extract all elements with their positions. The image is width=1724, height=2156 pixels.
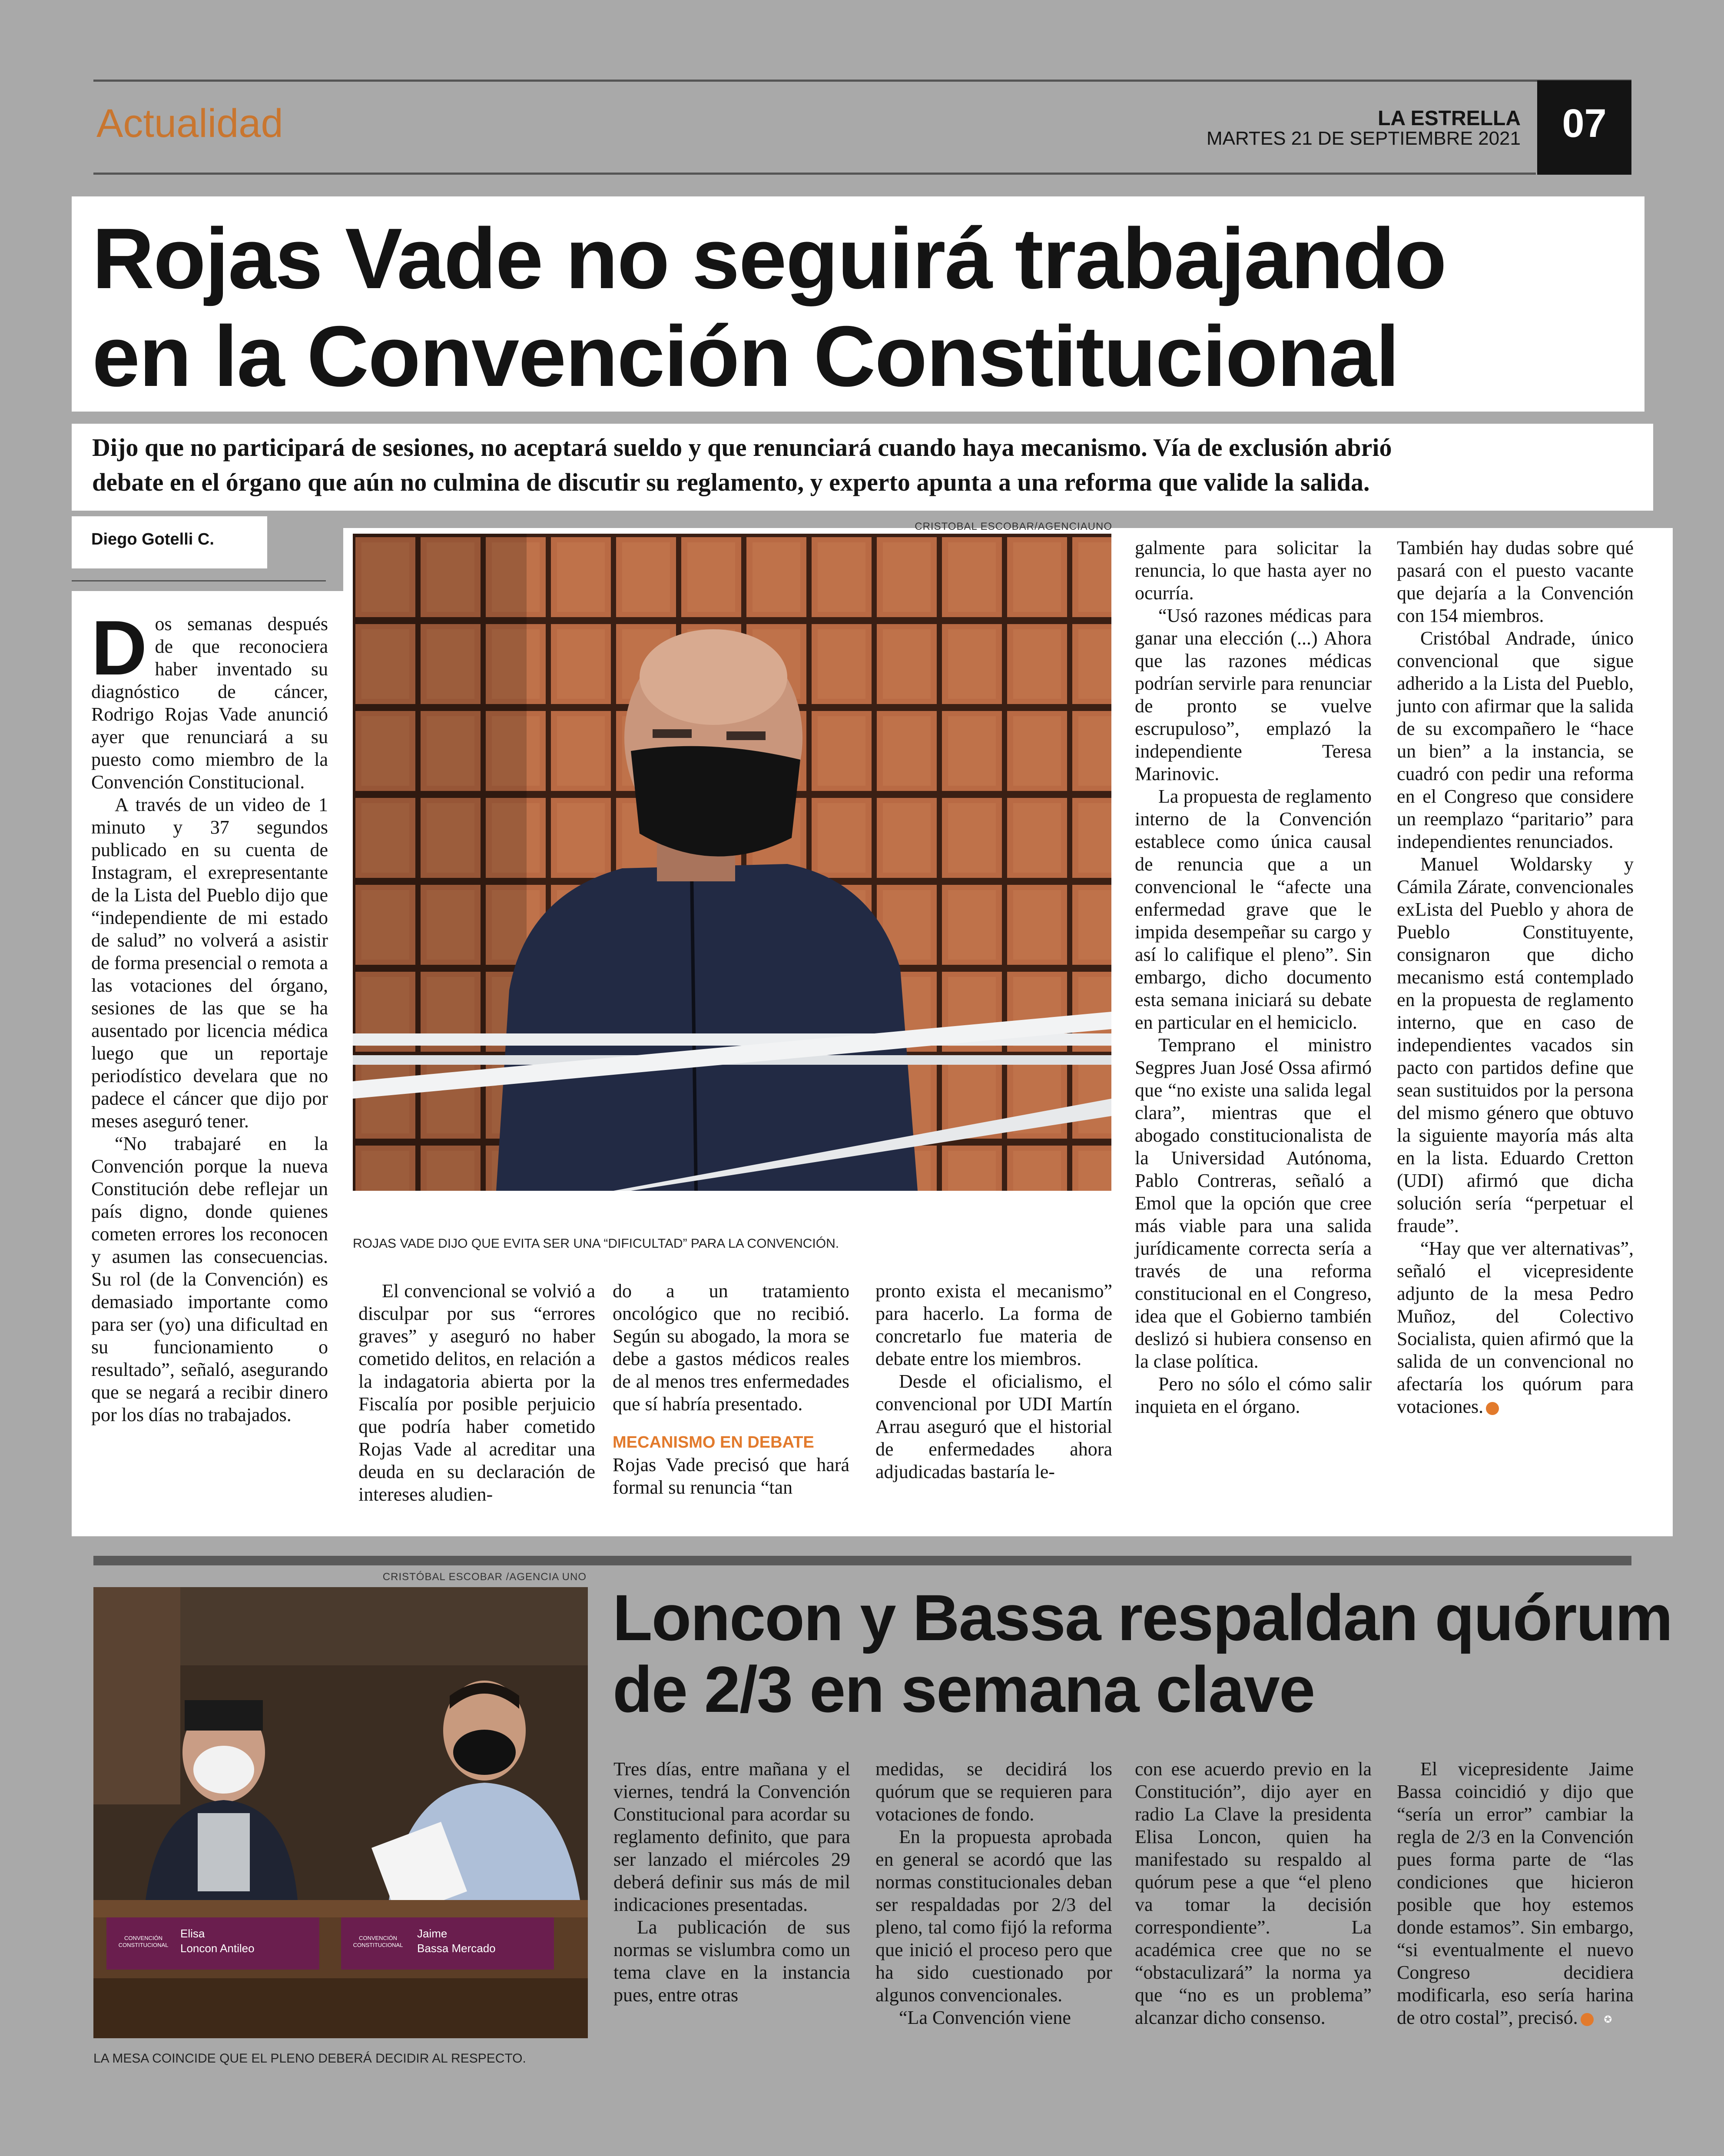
headline-line-1: Rojas Vade no seguirá trabajando [92,210,1446,306]
nameplate-left-name1: Elisa [180,1927,205,1940]
byline: Diego Gotelli C. [91,530,214,548]
col6-paragraph-4-text: “Hay que ver alternativas”, señaló el vicepresidente adjunto de la mesa Pedro Muñoz, del Colectivo Socialista, quien afirmó que la salida de un convencional no afectaría los quórum para votaciones. [1397,1238,1634,1417]
a2-col4-paragraph-1-text: El vicepresidente Jaime Bassa coincidió y dijo que “sería un error” cambiar la regla de 2/3 en la Convención pues forma parte de “las condiciones que hicieron posible que hoy estemos donde estamos”. Sin embargo, “si eventualmente el nuevo Congreso decidiera modificarla, eso sería harina de otro costal”, precisó. [1397,1758,1634,2028]
nameplate-left-logo: CONVENCIÓN CONSTITUCIONAL [118,1935,169,1948]
col6-paragraph-1: También hay dudas sobre qué pasará con el puesto vacante que dejaría a la Convención con 154 miembros. [1397,537,1634,626]
article1-column-1 [91,605,328,1426]
a2-col1-paragraph-1: Tres días, entre mañana y el viernes, tendrá la Convención Constitucional para acordar su reglamento definito, que para ser lanzado el miércoles 29 deberá definir sus más de mil indicaciones presentadas. [613,1758,850,1915]
a2-col2-paragraph-1: medidas, se decidirá los quórum que se requieren para votaciones de fondo. [875,1758,1112,1825]
col5-paragraph-1: galmente para solicitar la renuncia, lo que hasta ayer no ocurría. [1135,537,1372,604]
col2-paragraph-1: El convencional se volvió a disculpar por sus “errores graves” y aseguró no haber cometido delitos, en relación a la indagatoria abierta por la Fiscalía por posible perjuicio que podría haber cometido Rojas Vade al acreditar una deuda en su declaración de intereses aludien- [358,1280,595,1505]
article2-photo-caption: LA MESA COINCIDE QUE EL PLENO DEBERÁ DECIDIR AL RESPECTO. [93,2051,526,2066]
end-mark-icon: ✪ [1486,1402,1499,1415]
article1-column-3 [613,1280,849,1499]
byline-rule [72,580,326,581]
nameplate-right-name1: Jaime [417,1927,448,1940]
col5-paragraph-5: Pero no sólo el cómo salir inquieta en el órgano. [1135,1373,1372,1417]
article2-photo-credit: CRISTÓBAL ESCOBAR /AGENCIA UNO [382,1571,587,1583]
article2-end-mark-icon: ✪ [1581,2013,1594,2026]
header-bottom-rule [93,173,1536,175]
col3-paragraph-2: Rojas Vade precisó que hará formal su renuncia “tan [613,1454,849,1498]
header-top-rule [93,80,1631,82]
page-number: 07 [1562,101,1607,146]
section-label: Actualidad [96,101,283,146]
subhead-mecanismo: MECANISMO EN DEBATE [613,1433,814,1452]
article2-headline-line-2: de 2/3 en semana clave [613,1653,1315,1726]
a2-col4-paragraph-1 [1397,1758,1634,2029]
col6-paragraph-4 [1397,1237,1634,1418]
article1-column-4 [875,1280,1112,1483]
main-photo-illustration [353,534,1111,1191]
col6-paragraph-3: Manuel Woldarsky y Cámila Zárate, convencionales exLista del Pueblo y ahora de Pueblo Constituyente, consignaron que dicho mecanismo está contemplado en la propuesta de reglamento interno, que en caso de independientes vacados sin pacto con partidos define que sean sustituidos por la persona del mismo género que obtuvo la siguiente mayoría más alta en la lista. Eduardo Cretton (UDI) afirmó que dicha solución sería “perpetuar el fraude”. [1397,854,1634,1236]
a2-col1-paragraph-2: La publicación de sus normas se vislumbra como un tema clave en la instancia pues, entre otras [613,1917,850,2006]
article2-column-3 [1135,1758,1372,2029]
a2-col3-paragraph-1: con ese acuerdo previo en la Constitución”, dijo ayer en radio La Clave la presidenta Elisa Loncon, quien ha manifestado su respaldo al quórum pese a que “el pleno va tomar la decisión correspondiente”. La académica cree que no se “obstaculizará” la norma ya que “no es un problema” alcanzar dicho consenso. [1135,1758,1372,2028]
photo-credit: CRISTOBAL ESCOBAR/AGENCIAUNO [915,521,1112,532]
col5-paragraph-3: La propuesta de reglamento interno de la Convención establece como única causal de renuncia que a un convencional le “afecte una enfermedad grave que le impida desempeñar su cargo y así lo califique el pleno”. Sin embargo, dicho documento esta semana iniciará su debate en particular en el hemiciclo. [1135,786,1372,1033]
nameplate-right-name2: Bassa Mercado [417,1942,496,1955]
col3-paragraph-1: do a un tratamiento oncológico que no recibió. Según su abogado, la mora se debe a gastos médicos reales de al menos tres enfermedades que sí habría presentado. [613,1280,849,1415]
col4-paragraph-1: pronto exista el mecanismo” para hacerlo. La forma de concretarlo fue materia de debate entre los miembros. [875,1280,1112,1369]
article2-column-2 [875,1758,1112,2029]
article1-column-5 [1135,537,1372,1418]
article2-photo [93,1587,588,2038]
article2-column-1 [613,1758,850,2007]
main-photo [353,534,1111,1191]
newspaper-name: LA ESTRELLA [1378,107,1521,130]
article1-column-6 [1397,537,1634,1418]
nameplate-left-name2: Loncon Antileo [180,1942,255,1955]
dropcap: D [91,605,147,691]
col1-paragraph-3: “No trabajaré en la Convención porque la nueva Constitución debe reflejar un país digno, donde quienes cometen errores los reconocen y asumen las consecuencias. Su rol (de la Convención) es demasiado importante como para ser (yo) una dificultad en su funcionamiento o resultado”, señaló, asegurando que se negará a recibir dinero por los días no trabajados. [91,1133,328,1425]
col5-paragraph-4: Temprano el ministro Segpres Juan José Ossa afirmó que “no existe una salida legal clara”, mientras que el abogado constitucionalista de la Universidad Autónoma, Pablo Contreras, señaló a Emol que la opción que cree más viable para una salida jurídicamente correcta sería a través de una reforma constitucional en el Congreso, idea que el Gobierno también deslizó si hubiera consenso en la clase política. [1135,1034,1372,1372]
article2-column-4 [1397,1758,1634,2029]
col1-paragraph-1: os semanas después de que reconociera haber inventado su diagnóstico de cáncer, Rodrigo Rojas Vade anunció ayer que renunciará a su puesto como miembro de la Convención Constitucional. [91,613,328,793]
col4-paragraph-2: Desde el oficialismo, el convencional por UDI Martín Arrau aseguró que el historial de enfermedades ahora adjudicadas bastaría le- [875,1371,1112,1482]
article2-headline-line-1: Loncon y Bassa respaldan quórum [613,1581,1672,1654]
nameplate-right-logo: CONVENCIÓN CONSTITUCIONAL [353,1935,403,1948]
deck-line-1: Dijo que no participará de sesiones, no aceptará sueldo y que renunciará cuando haya mecanismo. Vía de exclusión abrió [92,433,1392,462]
photo-caption: ROJAS VADE DIJO QUE EVITA SER UNA “DIFICULTAD” PARA LA CONVENCIÓN. [353,1236,839,1251]
article2-top-rule [93,1556,1631,1565]
col5-paragraph-2: “Usó razones médicas para ganar una elección (...) Ahora que las razones médicas podrían servirle para renunciar de pronto se vuelve escrupuloso”, emplazó la independiente Teresa Marinovic. [1135,605,1372,784]
a2-col2-paragraph-2: En la propuesta aprobada en general se acordó que las normas constitucionales deban ser respaldadas por 2/3 del pleno, tal como fijó la reforma que inició el proceso pero que ha sido cuestionado por algunos convencionales. [875,1826,1112,2006]
headline-line-2: en la Convención Constitucional [92,308,1399,404]
col6-paragraph-2: Cristóbal Andrade, único convencional que sigue adherido a la Lista del Pueblo, junto con afirmar que la salida de su excompañero le “hace un bien” a la instancia, se cuadró con pedir una reforma en el Congreso que considere un reemplazo “paritario” para independientes renunciados. [1397,628,1634,852]
issue-date: MARTES 21 DE SEPTIEMBRE 2021 [1206,128,1521,149]
article1-column-2 [358,1280,595,1506]
article2-photo-illustration [93,1587,588,2038]
deck-line-2: debate en el órgano que aún no culmina de discutir su reglamento, y experto apunta a una reforma que valide la salida. [92,468,1370,496]
a2-col2-paragraph-3: “La Convención viene [899,2007,1071,2028]
col1-paragraph-2: A través de un video de 1 minuto y 37 segundos publicado en su cuenta de Instagram, el exrepresentante de la Lista del Pueblo dijo que “independiente de mi estado de salud” no volverá a asistir de forma presencial o remota a las votaciones del órgano, sesiones de las que se ha ausentado por licencia médica luego que un reportaje periodístico develara que no padece el cáncer que dijo por meses aseguró tener. [91,794,328,1132]
